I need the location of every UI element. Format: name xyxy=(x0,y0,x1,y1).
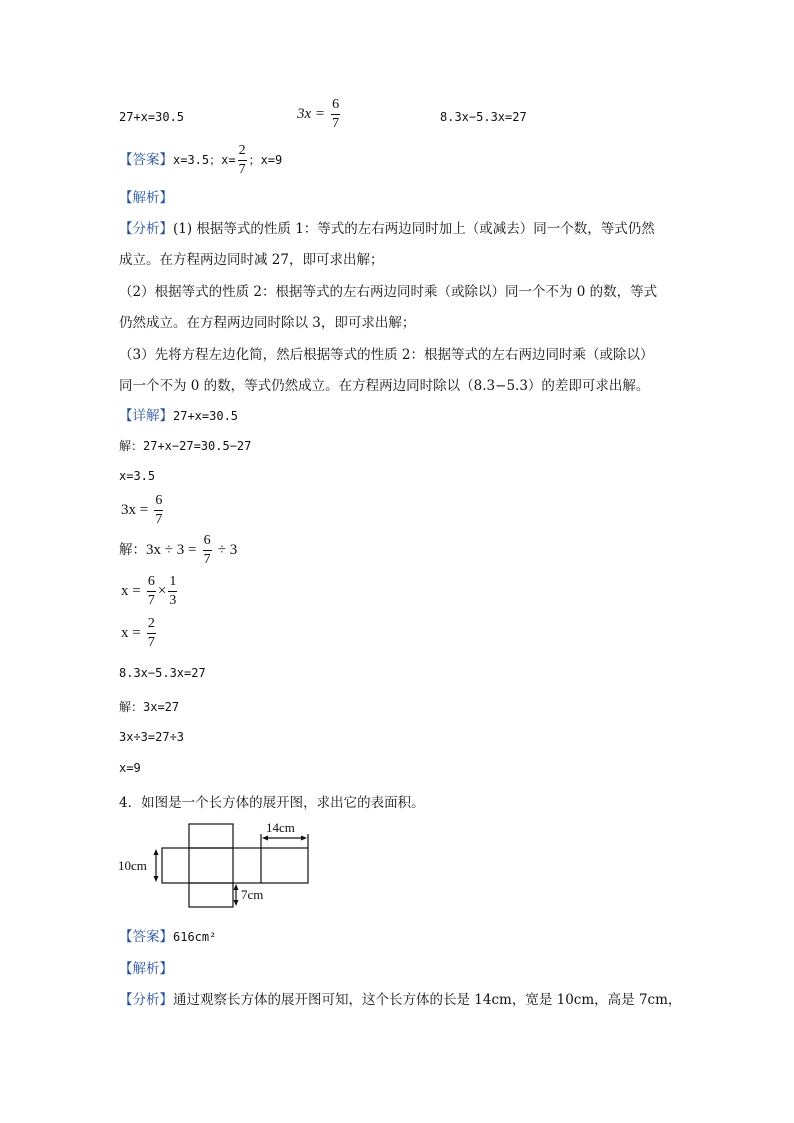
detail-line: 3x = $\frac{6}{7}$ xyxy=(121,493,163,527)
label-10cm: 10cm xyxy=(118,858,147,873)
answer-tag: 【答案】 xyxy=(119,152,173,168)
fenxi-line: 同一个不为 0 的数，等式仍然成立。在方程两边同时除以（8.3−5.3）的差即可求出解。 xyxy=(119,378,650,394)
arrowhead xyxy=(262,836,268,841)
arrowhead xyxy=(154,876,159,882)
cuboid-net-figure xyxy=(114,820,324,920)
fenxi-line: 仍然成立。在方程两边同时除以 3，即可求出解； xyxy=(119,315,416,331)
net-top-face xyxy=(189,824,233,848)
equation-2 xyxy=(297,98,342,131)
detail-line: 【详解】27+x=30.5 xyxy=(119,408,239,424)
equation-1: 27+x=30.5 xyxy=(119,110,185,124)
equation-2-lhs: 3x = xyxy=(297,106,326,122)
fenxi-line: 【分析】通过观察长方体的展开图可知，这个长方体的长是 14cm，宽是 10cm，高是 7cm， xyxy=(119,992,682,1008)
analysis-heading: 【解析】 xyxy=(119,961,173,977)
detail-line: 8.3x−5.3x=27 xyxy=(119,666,206,680)
equation-2-fraction: $\frac{6}{7}$ xyxy=(332,97,340,131)
label-14cm: 14cm xyxy=(266,820,295,835)
answer-1: 【答案】x=3.5；x= $\frac{2}{7}$ ；x=9 xyxy=(119,143,283,177)
fenxi-line: （2）根据等式的性质 2：根据等式的左右两边同时乘（或除以）同一个不为 0 的数，等式 xyxy=(119,284,658,300)
detail-line: 解：27+x−27=30.5−27 xyxy=(119,439,252,453)
label-7cm: 7cm xyxy=(241,887,264,902)
arrowhead xyxy=(301,836,307,841)
arrowhead xyxy=(234,884,239,890)
net-middle-strip xyxy=(162,848,308,883)
fenxi-line: 成立。在方程两边同时减 27，即可求出解； xyxy=(119,252,384,268)
arrowhead xyxy=(154,849,159,855)
arrowhead xyxy=(234,900,239,906)
detail-line: 3x÷3=27÷3 xyxy=(119,730,185,744)
fenxi-line: 【分析】(1) 根据等式的性质 1：等式的左右两边同时加上（或减去）同一个数，等式仍然 xyxy=(119,221,655,237)
fenxi-line: （3）先将方程左边化简，然后根据等式的性质 2：根据等式的左右两边同时乘（或除以） xyxy=(119,347,654,363)
detail-line: 解：3x ÷ 3 = $\frac{6}{7}$ ÷ 3 xyxy=(119,533,238,567)
detail-line: x = $\frac{2}{7}$ xyxy=(121,616,155,650)
detail-line: x = $\frac{6}{7}$ × $\frac{1}{3}$ xyxy=(121,574,177,608)
equation-3: 8.3x−5.3x=27 xyxy=(440,110,527,124)
answer-1-fraction: $\frac{2}{7}$ xyxy=(238,143,246,177)
net-bottom-face xyxy=(189,883,233,907)
detail-line: x=9 xyxy=(119,761,141,775)
question-4: 4．如图是一个长方体的展开图，求出它的表面积。 xyxy=(119,795,425,811)
detail-line: x=3.5 xyxy=(119,469,156,483)
answer-2: 【答案】616cm² xyxy=(119,929,217,945)
analysis-heading: 【解析】 xyxy=(119,190,173,206)
detail-line: 解：3x=27 xyxy=(119,700,180,714)
